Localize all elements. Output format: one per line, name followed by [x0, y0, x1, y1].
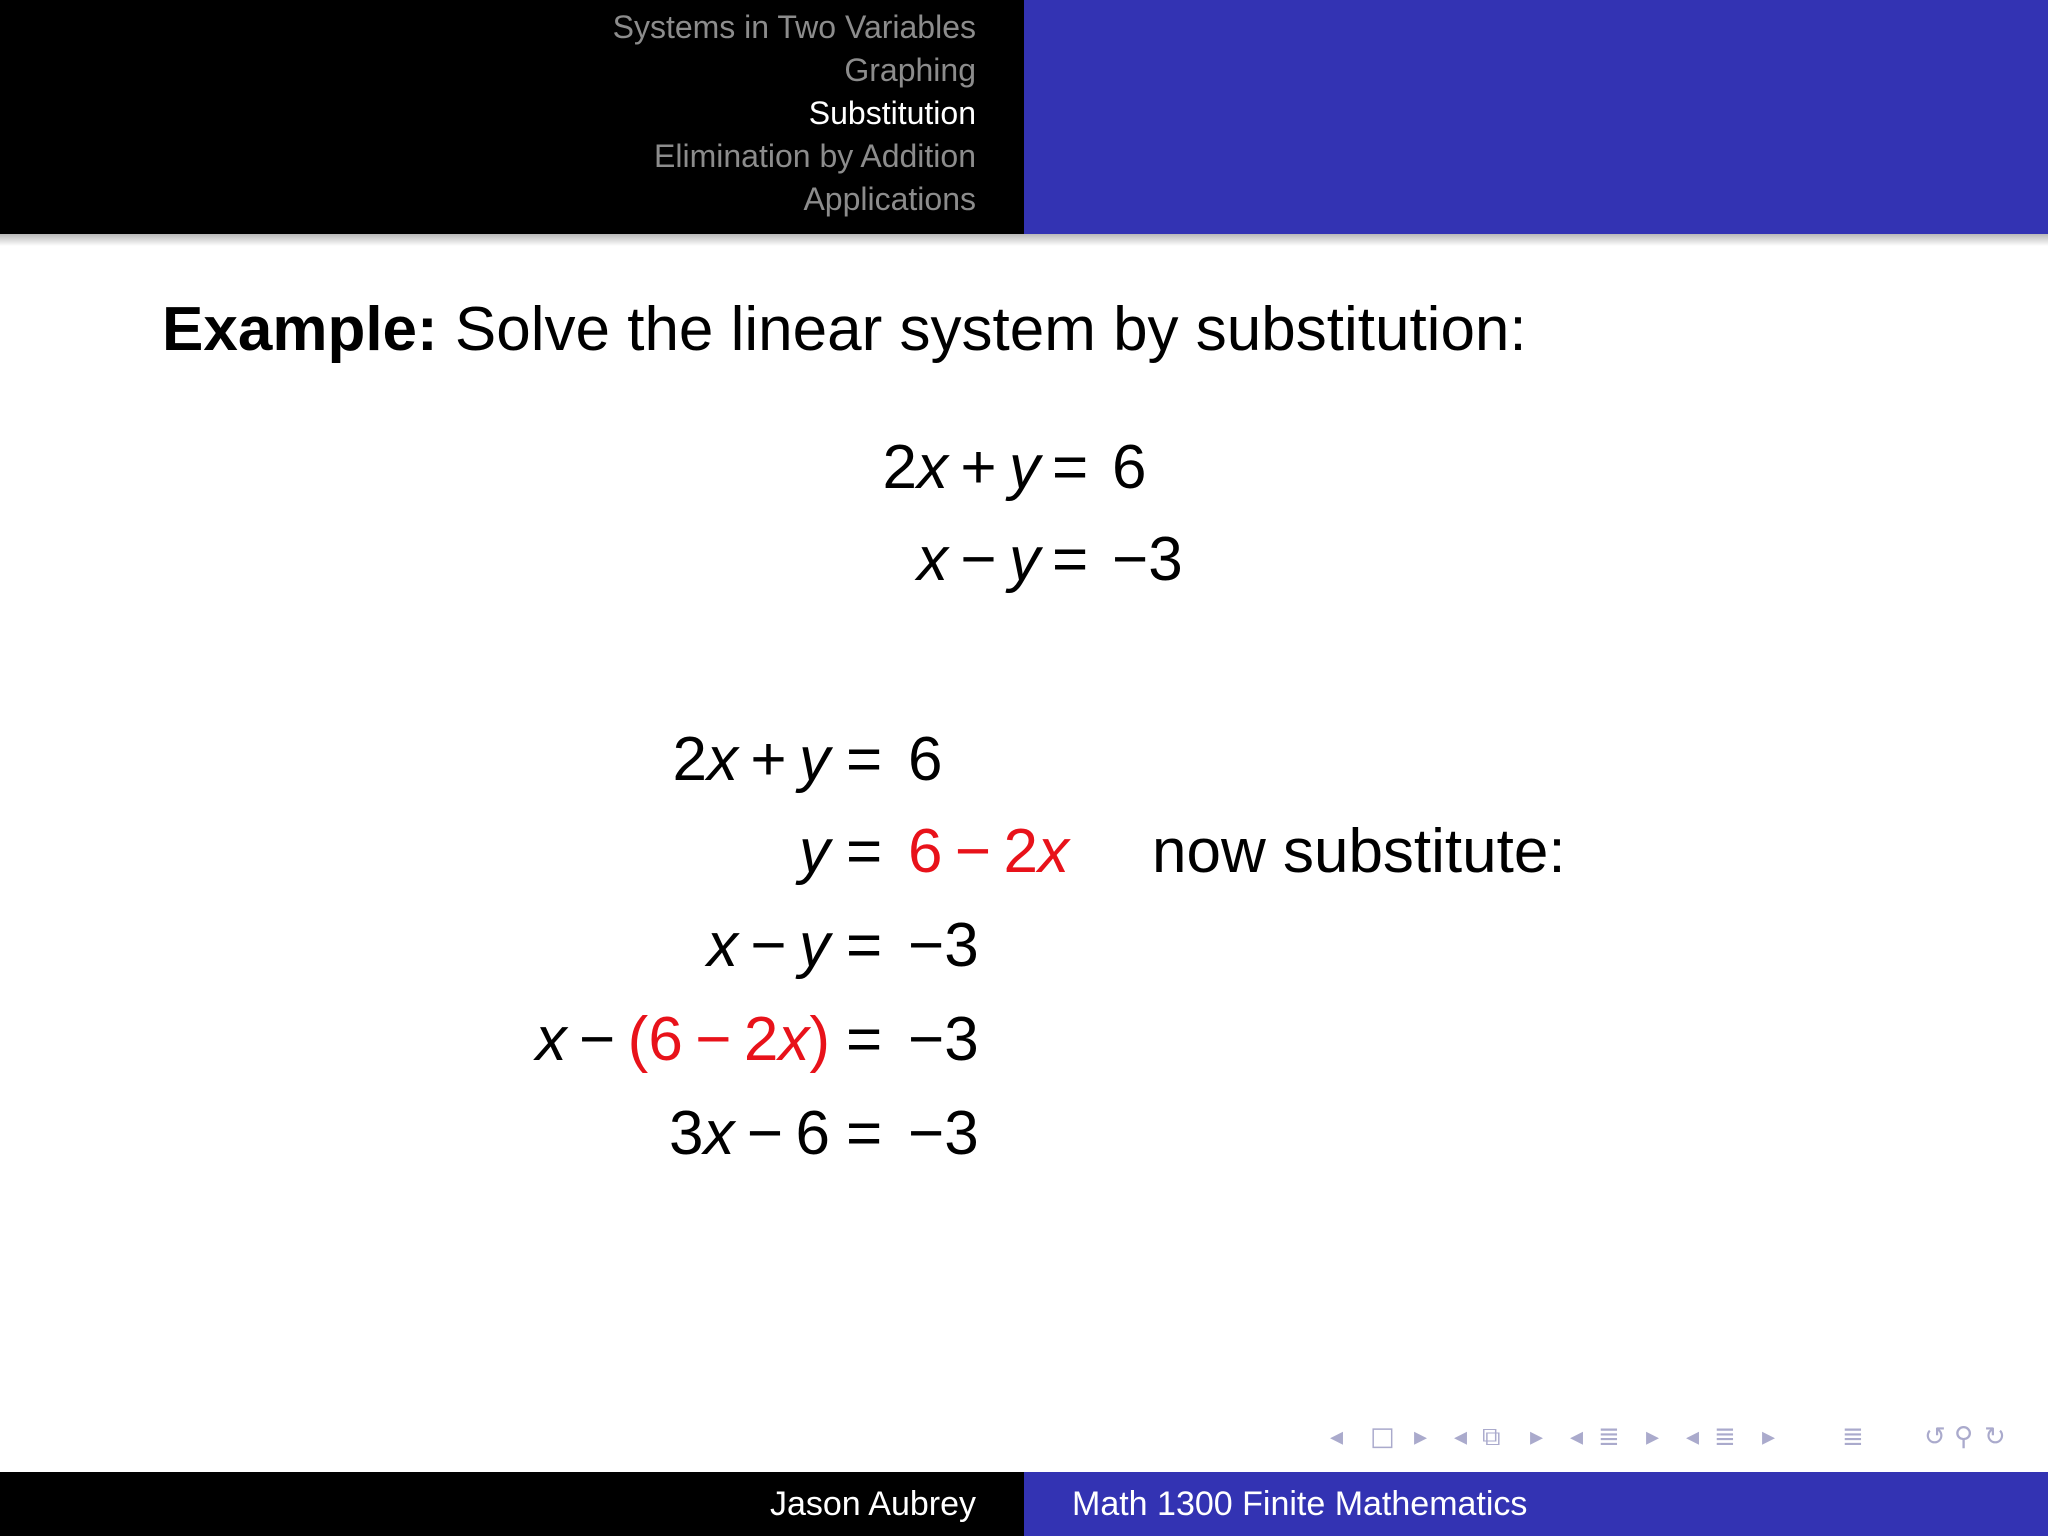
- step-5: [0, 1098, 2048, 1174]
- slide-footer: [0, 1472, 2048, 1536]
- step-4-substituted: (6 − 2x): [627, 1005, 830, 1074]
- step-5-lhs: 3x − 6: [668, 1099, 830, 1168]
- step-3-eq: =: [846, 911, 883, 980]
- doc-left-arrow-icon[interactable]: ◂: [1686, 1422, 1700, 1452]
- system-eq2-rhs: −3: [1112, 525, 1183, 594]
- system-eq2-eq: =: [1052, 525, 1089, 594]
- step-1: [0, 724, 2048, 800]
- nav-right-arrow-icon[interactable]: ▸: [1414, 1422, 1428, 1452]
- step-3: [0, 910, 2048, 986]
- step-5-rhs: −3: [908, 1099, 979, 1168]
- section-left-arrow-icon[interactable]: ◂: [1570, 1422, 1584, 1452]
- nav-item-substitution[interactable]: Substitution: [808, 95, 976, 131]
- search-icon[interactable]: ⚲: [1954, 1422, 1974, 1452]
- subsection-left-arrow-icon[interactable]: ◂: [1454, 1422, 1468, 1452]
- example-heading: [162, 292, 1527, 368]
- frame-icon[interactable]: □: [1370, 1422, 1395, 1452]
- system-eq1-rhs: 6: [1112, 433, 1147, 502]
- nav-item-elimination-by-addition[interactable]: Elimination by Addition: [654, 138, 976, 174]
- undo-icon[interactable]: ↺: [1924, 1422, 1946, 1452]
- header-blue-panel: [1024, 0, 2048, 234]
- system-eq2-lhs: x − y: [916, 525, 1040, 594]
- nav-item-graphing[interactable]: Graphing: [844, 52, 976, 88]
- step-4-eq: =: [846, 1005, 883, 1074]
- section-icon[interactable]: ≣: [1598, 1422, 1620, 1452]
- step-4-rhs: −3: [908, 1005, 979, 1074]
- step-2-note: now substitute:: [1152, 817, 1566, 886]
- step-1-eq: =: [846, 725, 883, 794]
- nav-item-applications[interactable]: Applications: [803, 181, 976, 217]
- example-text: Solve the linear system by substitution:: [437, 295, 1527, 364]
- system-equation-2: [0, 524, 2048, 600]
- step-2-rhs: 6 − 2x: [908, 817, 1070, 886]
- header-nav-panel: [0, 0, 1024, 234]
- slide-header: [0, 0, 2048, 234]
- system-equation-1: [0, 432, 2048, 508]
- step-2-lhs: y: [799, 817, 830, 886]
- nav-item-systems-in-two-variables[interactable]: Systems in Two Variables: [612, 9, 976, 45]
- header-shadow: [0, 234, 2048, 246]
- step-3-lhs: x − y: [706, 911, 830, 980]
- system-eq1-lhs: 2x + y: [882, 433, 1040, 502]
- doc-icon[interactable]: ≣: [1714, 1422, 1736, 1452]
- redo-icon[interactable]: ↻: [1984, 1422, 2006, 1452]
- step-1-lhs: 2x + y: [672, 725, 830, 794]
- step-2-eq: =: [846, 817, 883, 886]
- align-icon[interactable]: ≣: [1842, 1422, 1864, 1452]
- doc-right-arrow-icon[interactable]: ▸: [1762, 1422, 1776, 1452]
- nav-left-arrow-icon[interactable]: ◂: [1330, 1422, 1344, 1452]
- footer-course-title: Math 1300 Finite Mathematics: [1072, 1485, 1528, 1523]
- example-label: Example:: [162, 295, 438, 364]
- step-1-rhs: 6: [908, 725, 943, 794]
- footer-author: Jason Aubrey: [769, 1485, 976, 1523]
- footer-right-panel: [1024, 1472, 2048, 1536]
- section-navigation: [613, 6, 976, 221]
- step-4-lhs: x − (6 − 2x): [535, 1005, 830, 1074]
- beamer-navigation-controls: [1330, 1422, 2030, 1462]
- section-right-arrow-icon[interactable]: ▸: [1646, 1422, 1660, 1452]
- step-5-eq: =: [846, 1099, 883, 1168]
- footer-left-panel: [0, 1472, 1024, 1536]
- step-3-rhs: −3: [908, 911, 979, 980]
- step-4: [0, 1004, 2048, 1080]
- system-eq1-eq: =: [1052, 433, 1089, 502]
- subsection-right-arrow-icon[interactable]: ▸: [1530, 1422, 1544, 1452]
- subsection-icon[interactable]: ⧉: [1482, 1422, 1501, 1452]
- step-2: [0, 816, 2048, 892]
